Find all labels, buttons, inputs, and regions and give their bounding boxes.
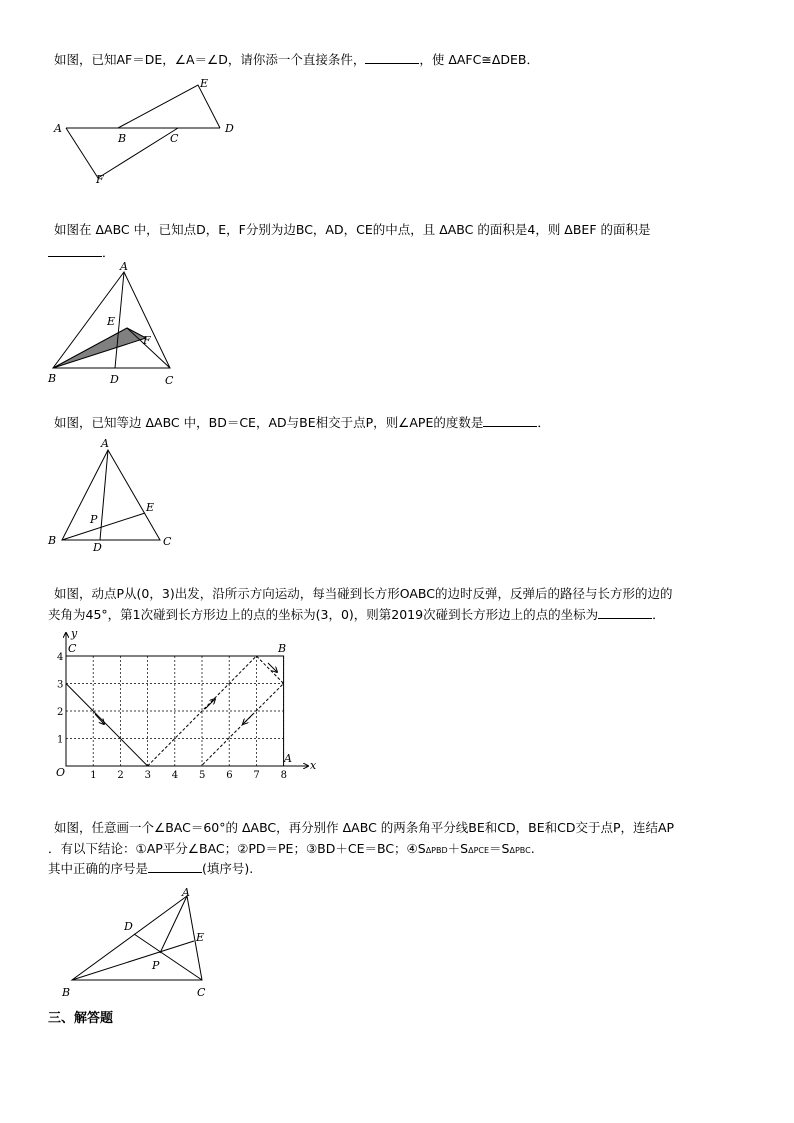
q5-label-a: A xyxy=(182,886,190,899)
q3-label-b: B xyxy=(48,534,57,547)
q4-y-tick-label: 2 xyxy=(57,707,64,718)
q2-label-e: E xyxy=(107,315,116,328)
q1-triangle-deb xyxy=(118,85,220,128)
q4-y-tick-label: 1 xyxy=(57,734,64,746)
q4-y-tick-label: 4 xyxy=(57,652,64,663)
q4-arrow-4 xyxy=(243,714,253,724)
question-3-text xyxy=(54,412,550,433)
q3-triangle-abc xyxy=(62,450,160,540)
q2-text-a: 如图在 ΔABC 中，已知点D，E，F分别为边BC，AD，CE的中点，且 ΔABC 的面积是4，则 ΔBEF 的面积是 xyxy=(54,222,651,237)
q2-label-a: A xyxy=(120,260,128,273)
q3-label-a: A xyxy=(101,437,109,450)
q5-eq: ＝S xyxy=(489,841,510,856)
q4-arrow-1 xyxy=(95,714,104,724)
q2-blank[interactable] xyxy=(48,244,102,257)
q4-grid-lines xyxy=(66,656,284,766)
q2-label-b: B xyxy=(48,372,57,385)
q5-sub3: ΔPBC xyxy=(509,846,531,855)
q5-label-b: B xyxy=(62,986,71,999)
q4-x-tick-label: 5 xyxy=(199,770,206,781)
q1-label-b: B xyxy=(118,132,127,145)
q4-x-tick-label: 2 xyxy=(117,770,124,781)
q4-arrow-3 xyxy=(268,663,277,672)
q4-x-tick-label: 1 xyxy=(90,770,97,781)
q5-label-d: D xyxy=(124,920,133,933)
q4-x-tick-label: 6 xyxy=(226,770,233,781)
q2-label-c: C xyxy=(165,374,174,387)
q1-label-f: F xyxy=(96,173,104,186)
q5-label-e: E xyxy=(196,931,205,944)
q5-label-p: P xyxy=(152,959,160,972)
q4-line2-b: ． xyxy=(652,607,665,622)
q3-blank[interactable] xyxy=(483,414,537,427)
q1-blank[interactable] xyxy=(365,51,419,64)
q4-y-tick-labels xyxy=(57,652,63,746)
q5-bisector-be xyxy=(72,941,194,980)
question-5-line1 xyxy=(54,817,674,838)
q4-x-tick-labels xyxy=(90,770,287,781)
q2-shaded-bef xyxy=(53,328,146,368)
q1-label-a: A xyxy=(54,122,62,135)
q2-figure xyxy=(44,258,194,388)
question-4-line1 xyxy=(54,583,672,604)
q4-blank[interactable] xyxy=(598,606,652,619)
q1-label-e: E xyxy=(200,77,209,90)
q4-x-tick-label: 8 xyxy=(280,770,287,781)
q4-x-tick-label: 7 xyxy=(253,770,260,781)
q4-path-solid xyxy=(66,684,148,767)
q4-grid-figure xyxy=(48,627,318,782)
q4-y-axis-label: y xyxy=(71,627,78,640)
q4-label-c: C xyxy=(68,642,77,655)
q5-line2-a: ．有以下结论：①AP平分∠BAC；②PD＝PE；③BD＋CE＝BC；④S xyxy=(48,841,426,856)
q1-label-c: C xyxy=(170,132,179,145)
q5-figure xyxy=(54,884,224,1000)
q4-x-tick-label: 3 xyxy=(144,770,151,781)
question-4-line2 xyxy=(48,604,665,625)
q2-text-b: ． xyxy=(102,245,115,260)
q4-line1: 如图，动点P从(0，3)出发，沿所示方向运动，每当碰到长方形OABC的边时反弹，反弹后的路径与长方形的边的 xyxy=(54,586,673,601)
q2-line-ad xyxy=(115,272,124,368)
q3-figure xyxy=(44,436,194,556)
q5-plus: ＋S xyxy=(447,841,469,856)
q3-label-p: P xyxy=(90,513,98,526)
q2-label-f: F xyxy=(143,334,151,347)
q4-arrow-2 xyxy=(205,699,215,709)
q5-blank[interactable] xyxy=(148,860,202,873)
question-1-text xyxy=(54,49,539,70)
q4-origin-label: O xyxy=(56,766,66,779)
q1-text-a: 如图，已知AF＝DE，∠A＝∠D，请你添一个直接条件， xyxy=(54,52,366,67)
q4-x-tick-label: 4 xyxy=(171,770,179,781)
q5-sub2: ΔPCE xyxy=(468,846,490,855)
q5-line1: 如图，任意画一个∠BAC＝60°的 ΔABC，再分别作 ΔABC 的两条角平分线BE和CD，BE和CD交于点P，连结AP xyxy=(54,820,675,835)
q4-line2-a: 夹角为45°，第1次碰到长方形边上的点的坐标为(3，0)，则第2019次碰到长方形边上的点的坐标为 xyxy=(48,607,599,622)
q3-line-be xyxy=(62,513,145,540)
q3-label-d: D xyxy=(93,541,102,554)
q5-sub1: ΔPBD xyxy=(425,846,448,855)
q3-label-e: E xyxy=(146,501,155,514)
q1-text-b: ，使 ΔAFC≅ΔDEB． xyxy=(419,52,539,67)
question-2-text xyxy=(54,219,744,240)
q5-line3-a: 其中正确的序号是 xyxy=(48,861,149,876)
q1-label-d: D xyxy=(225,122,234,135)
q5-line3-b: (填序号). xyxy=(202,861,254,876)
q5-label-c: C xyxy=(197,986,206,999)
question-5-line3 xyxy=(48,858,253,879)
q4-label-a: A xyxy=(284,752,292,765)
q4-label-b: B xyxy=(278,642,287,655)
q5-end: . xyxy=(530,841,535,856)
q2-label-d: D xyxy=(110,373,119,386)
q3-text-a: 如图，已知等边 ΔABC 中，BD＝CE，AD与BE相交于点P，则∠APE的度数是 xyxy=(54,415,484,430)
section-title: 三、解答题 xyxy=(48,1011,114,1026)
q3-label-c: C xyxy=(163,535,172,548)
q1-figure xyxy=(48,76,248,191)
q4-x-axis-label: x xyxy=(310,759,317,772)
q4-y-tick-label: 3 xyxy=(57,679,64,691)
q3-text-b: ． xyxy=(537,415,550,430)
